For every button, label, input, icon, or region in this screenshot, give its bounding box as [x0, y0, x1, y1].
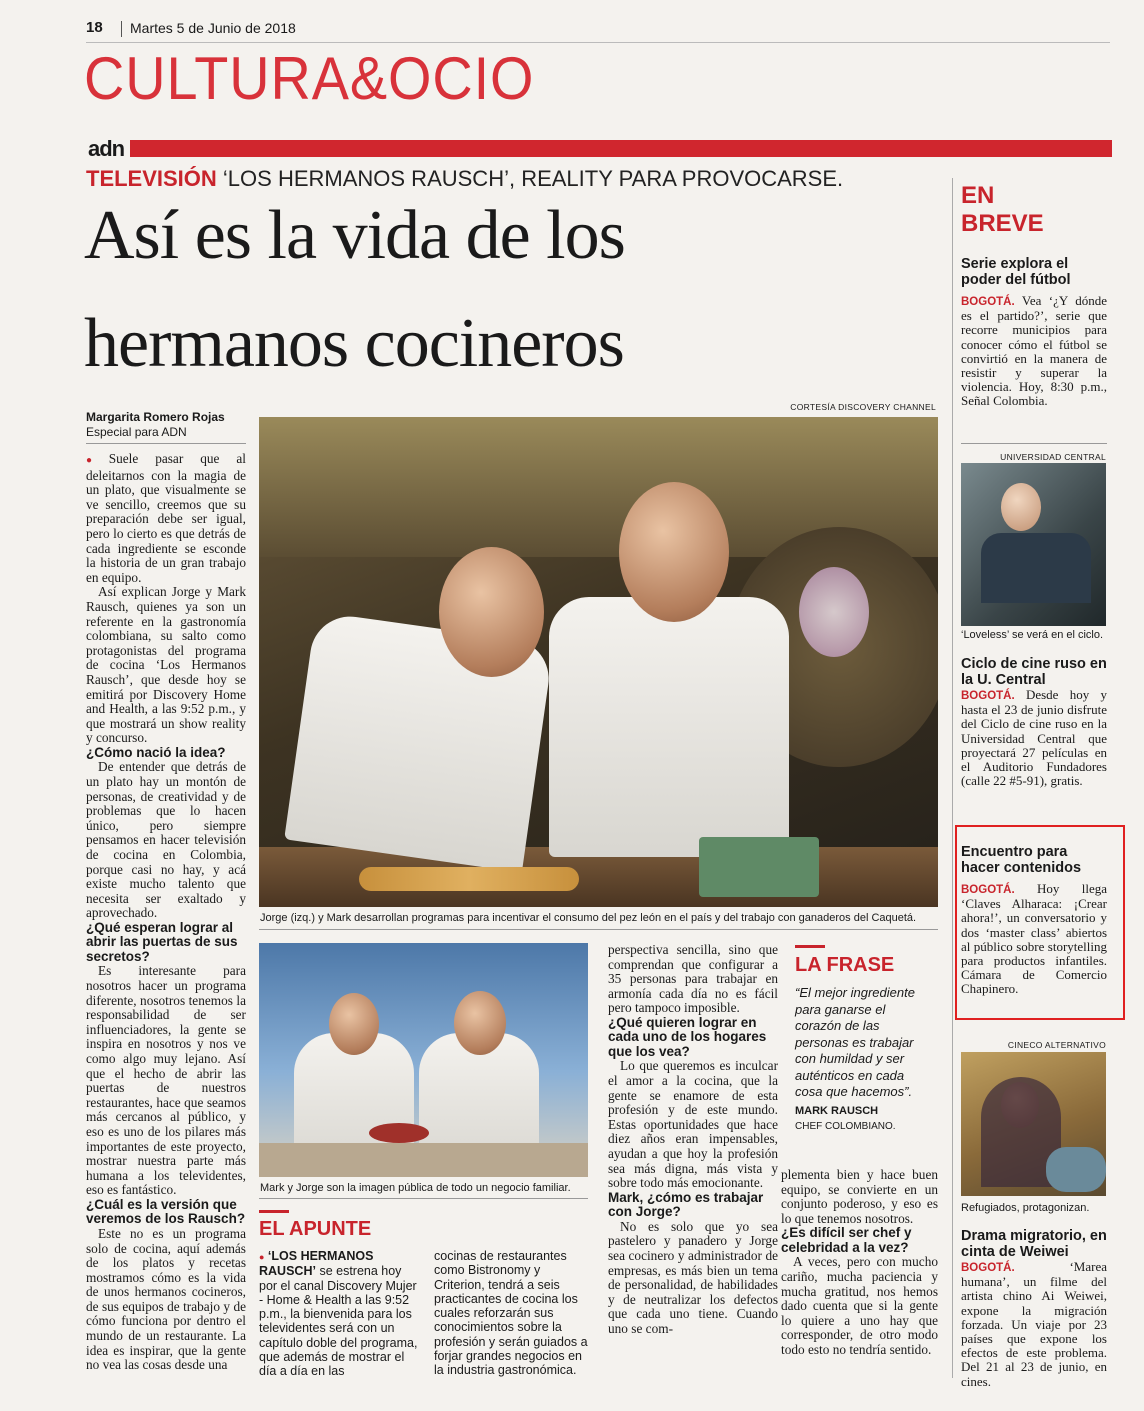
apunte-text-2: cocinas de restaurantes como Bistronomy y Criterion, tendrá a seis practicantes de cocina los cuales reforzarán sus conocimientos sobre la profesión y serán guiados a forjar grandes negocios en la industria gastronómica.: [434, 1249, 588, 1378]
caption-rule: [259, 1198, 588, 1199]
answer: De entender que detrás de un plato hay un montón de personas, de creatividad y de problemas que lo hacen único, pero siempre pensamos en hacer televisión de cocina en Colombia, porque casi no hay, y acá existe mucho talento que necesita ser exaltado y aprovechado.: [86, 759, 246, 921]
pizzas-shape: [359, 867, 579, 891]
page-number: 18: [86, 19, 103, 36]
sidebar-rule: [961, 443, 1107, 444]
frase-quote: “El mejor ingrediente para ganarse el corazón de las personas es trabajar con humildad y ser auténticos en cada cosa que hacemos”.: [795, 985, 915, 1099]
headline-line-1: Así es la vida de los: [84, 197, 625, 274]
photo-2-caption: Refugiados, protagonizan.: [961, 1202, 1090, 1214]
tin-box: [699, 837, 819, 897]
column-3: [608, 943, 778, 1337]
brief-title: Encuentro para hacer contenidos: [961, 844, 1082, 876]
sidebar-title: [961, 182, 1044, 238]
chef-jorge-head: [454, 991, 506, 1055]
frase-accent: [795, 945, 825, 948]
loveless-photo: [961, 463, 1106, 626]
kicker-category: TELEVISIÓN: [86, 166, 217, 191]
chef-jorge-head: [439, 547, 544, 677]
brief-body: [961, 294, 1107, 409]
section-title: CULTURA&OCIO: [84, 45, 535, 112]
main-photo: [259, 417, 938, 907]
bullet-icon: [86, 451, 109, 466]
brief-text: Hoy llega ‘Claves Alharaca: ¡Crear ahora!’, un conversatorio y dos ‘master class’ abiertos al público sobre storytelling para productos infantiles. Cámara de Comercio Chapinero.: [961, 881, 1108, 997]
brief-title: Serie explora el poder del fútbol: [961, 256, 1071, 288]
refugiados-photo: [961, 1052, 1106, 1196]
frase-author: MARK RAUSCH: [795, 1105, 879, 1117]
second-photo-caption: Mark y Jorge son la imagen pública de todo un negocio familiar.: [260, 1182, 571, 1194]
photo-1-credit: UNIVERSIDAD CENTRAL: [1000, 452, 1106, 462]
column-4: [781, 1168, 938, 1358]
brief-body: [961, 1260, 1107, 1389]
main-photo-caption: Jorge (izq.) y Mark desarrollan programas para incentivar el consumo del pez león en el país y del trabajo con ganaderos del Caquetá.: [260, 912, 917, 924]
question: ¿Qué esperan lograr al abrir las puertas de sus secretos?: [86, 919, 238, 964]
brief-city: BOGOTÁ.: [961, 884, 1015, 896]
caption-rule: [259, 929, 938, 930]
sidebar-divider: [952, 178, 953, 1378]
byline-role: Especial para ADN: [86, 425, 187, 439]
brief-city: BOGOTÁ.: [961, 690, 1015, 702]
issue-date: Martes 5 de Junio de 2018: [130, 20, 296, 36]
brand-logo: adn: [86, 136, 130, 162]
question: ¿Cuál es la versión que veremos de los Rausch?: [86, 1196, 246, 1227]
answer: Este no es un programa solo de cocina, aquí además de los platos y recetas mostramos cómo es la vida de unos hermanos cocineros, de sus equipos de trabajo y de cómo funciona por dentro el mundo de un restaurante. La idea es inspirar, que la gente no vea las cosas desde una: [86, 1225, 246, 1373]
column-1: [86, 452, 246, 1373]
apunte-lead: ‘LOS HERMANOS RAUSCH’: [259, 1249, 374, 1279]
kicker-text: ‘LOS HERMANOS RAUSCH’, REALITY PARA PROVOCARSE.: [222, 166, 844, 191]
orchid-shape: [799, 567, 869, 657]
table-shape: [259, 1143, 588, 1177]
chef-mark-head: [329, 993, 379, 1055]
answer: No es solo que yo sea pastelero y panadero y Jorge sea cocinero y administrador de empresas, es más bien un tema de personalidad, de habilidades y de neutralizar los defectos que cada uno tiene. Cuando uno se com-: [608, 1218, 778, 1336]
photo-1-caption: ‘Loveless’ se verá en el ciclo.: [961, 629, 1104, 641]
frase-role: CHEF COLOMBIANO.: [795, 1121, 896, 1132]
brief-body: [961, 688, 1107, 788]
intro-text: Suele pasar que al deleitarnos con la magia de un plato, que visualmente se ve sencillo, creemos que su preparación debe ser igual, pero lo cierto es que detrás de cada ingrediente se esconde la historia de un gran trabajo en equipo.: [86, 451, 246, 585]
main-photo-credit: CORTESÍA DISCOVERY CHANNEL: [790, 402, 936, 412]
apunte-title: EL APUNTE: [259, 1218, 372, 1240]
byline-rule: [86, 443, 246, 444]
apunte-text-1: se estrena hoy por el canal Discovery Mujer - Home & Health a las 9:52 p.m., la bienvenida para los televidentes será con un capítulo doble del programa, que además de mostrar el día a día en las: [259, 1264, 418, 1379]
brief-4: [961, 1228, 1107, 1389]
apunte-column-1: [259, 1249, 419, 1379]
question: ¿Es difícil ser chef y celebridad a la vez?: [781, 1225, 912, 1255]
blanket-shape: [1046, 1147, 1106, 1192]
brief-city: BOGOTÁ.: [961, 296, 1015, 308]
intro-paragraph: [86, 452, 246, 585]
second-photo: [259, 943, 588, 1177]
section-bar: [95, 140, 1112, 157]
paragraph: perspectiva sencilla, sino que comprendan que configurar a 35 personas para trabajar en armonía cada día no es fácil pero tampoco imposible.: [608, 942, 778, 1016]
boy-head: [1001, 483, 1041, 531]
sidebar-title-line-1: EN: [961, 182, 995, 209]
brief-text: Vea ‘¿Y dónde es el partido?’, serie que recorre municipios para conocer cómo el fútbol se convirtió en la manera de resistir y superar la violencia. Hoy, 8:30 p.m., Señal Colombia.: [961, 293, 1108, 409]
answer: A veces, pero con mucho cariño, mucha paciencia y mucha gratitud, nos hemos dado cuenta que si la gente lo quiere a uno hay que corresponder, de otro modo todo esto no tendría sentido.: [781, 1254, 938, 1357]
photo-2-credit: CINECO ALTERNATIVO: [1007, 1040, 1106, 1050]
frase-title: LA FRASE: [795, 954, 895, 976]
chef-mark-head: [619, 482, 729, 622]
bullet-icon: ●: [259, 1252, 265, 1262]
brief-title: Drama migratorio, en cinta de Weiwei: [961, 1228, 1107, 1260]
paragraph: plementa bien y hace buen equipo, se convierte en un conjunto poderoso, y eso es lo que tenemos nosotros.: [781, 1167, 938, 1226]
question: ¿Qué quieren lograr en cada uno de los hogares que los vea?: [608, 1014, 767, 1059]
pan-shape: [369, 1123, 429, 1143]
question: Mark, ¿cómo es trabajar con Jorge?: [608, 1189, 764, 1220]
byline-author: Margarita Romero Rojas: [86, 410, 225, 424]
paragraph: Así explican Jorge y Mark Rausch, quienes ya son un referente en la gastronomía colombiana, su salto como protagonistas del programa de cocina ‘Los Hermanos Rausch’, que desde hoy se emitirá por Discovery Home and Health, a las 9:52 p.m., y que mostrará un show reality y concurso.: [86, 584, 246, 746]
brief-text: ‘Marea humana’, un filme del artista chino Ai Weiwei, expone la migración forzada. Un viaje por 23 países que expone los efectos de este problema. Del 21 al 23 de junio, en cines.: [961, 1259, 1107, 1389]
answer: Es interesante para nosotros hacer un programa diferente, nosotros tenemos la responsabilidad de ser influenciadores, la gente se inspira en nosotros y nos ve como algo muy lejano. Así que el hecho de abrir las puertas de nuestros restaurantes, hace que seamos más cercanos al público, y eso es uno de los pilares más importantes de este proyecto, mostrar nuestra parte más humana a los televidentes, eso es fantástico.: [86, 963, 246, 1198]
kicker: [86, 166, 843, 192]
question: ¿Cómo nació la idea?: [86, 744, 226, 760]
brief-text: Desde hoy y hasta el 23 de junio disfrute del Ciclo de cine ruso en la Universidad Central que proyectará 27 películas en el Auditorio Fundadores (calle 22 #5-91), gratis.: [961, 687, 1107, 789]
brief-city: BOGOTÁ.: [961, 1262, 1015, 1274]
answer: Lo que queremos es inculcar el amor a la cocina, que la gente se enamore de esta profesión y de este mundo. Estas oportunidades que hace diez años eran impensables, ayudan a que hoy la profesión sea más digna, más vista y sobre todo más emocionante.: [608, 1058, 778, 1191]
brief-2: [961, 656, 1107, 788]
header-divider: [121, 21, 122, 37]
headline-line-2: hermanos cocineros: [84, 305, 624, 382]
apunte-accent: [259, 1210, 289, 1213]
brief-3: [961, 844, 1107, 997]
boy-jacket: [981, 533, 1091, 603]
sidebar-title-line-2: BREVE: [961, 210, 1044, 237]
header-rule: [86, 42, 1110, 43]
brief-title: Ciclo de cine ruso en la U. Central: [961, 656, 1107, 688]
brief-1: [961, 256, 1107, 409]
brief-body: [961, 882, 1107, 997]
chef-mark-coat: [549, 597, 789, 857]
